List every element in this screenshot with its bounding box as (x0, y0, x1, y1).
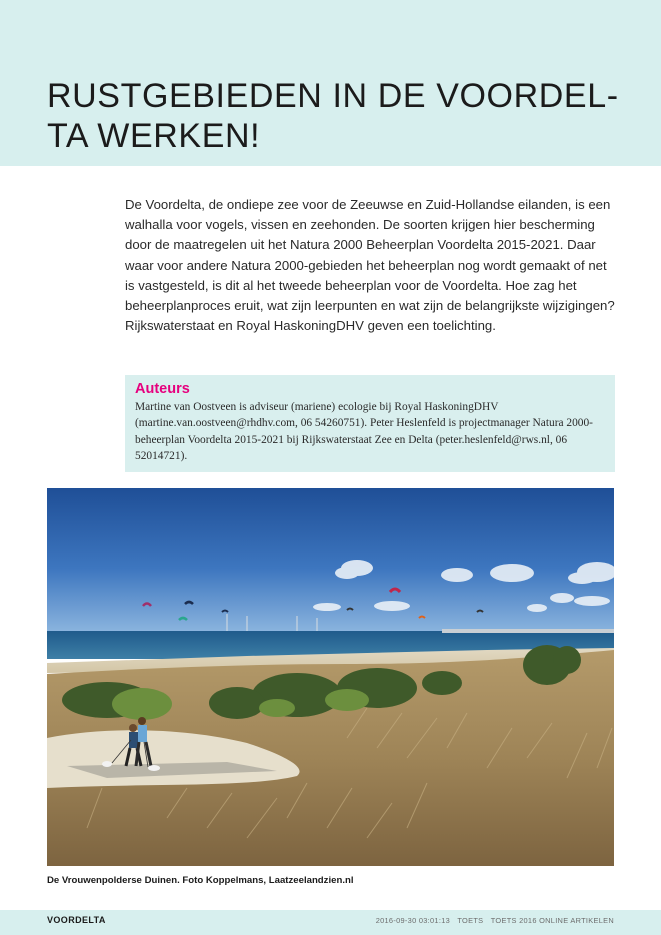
footer-section-label: VOORDELTA (47, 915, 106, 925)
page-title: RUSTGEBIEDEN IN DE VOORDEL- TA WERKEN! (47, 77, 619, 155)
authors-text: Martine van Oostveen is adviseur (mariene) ecologie bij Royal HaskoningDHV (martine.van.oostveen@rhdhv.com, 06 54260751). Peter Heslenfeld is projectmanager Natura 2000-beheerplan Voordelta 2015-2021 bij Rijkswaterstaat Zee en Delta (peter.heslenfeld@rws.nl, 06 52014721). (135, 401, 593, 462)
authors-box (125, 375, 615, 472)
footer-publication: TOETS 2016 ONLINE ARTIKELEN (490, 916, 614, 925)
footer-meta (371, 916, 614, 925)
intro-paragraph: De Voordelta, de ondiepe zee voor de Zeeuwse en Zuid-Hollandse eilanden, is een walhalla voor vogels, vissen en zeehonden. De soorten krijgen hier bescherming door de maatregelen uit het Natura 2000 Beheerplan Voordelta 2015-2021. Daar waar voor andere Natura 2000-gebieden het beheerplan nog wordt gemaakt of net is vastgesteld, is dit al het tweede beheerplan voor de Voordelta. Hoe zag het beheerplanproces eruit, wat zijn leerpunten en wat zijn de belangrijkste wijzigingen? Rijkswaterstaat en Royal HaskoningDHV geven een toelichting. (125, 197, 615, 334)
footer-tag: TOETS (457, 916, 484, 925)
footer-timestamp: 2016-09-30 03:01:13 (375, 916, 451, 925)
authors-heading: Auteurs (135, 381, 190, 397)
photo-caption: De Vrouwenpolderse Duinen. Foto Koppelmans, Laatzeelandzien.nl (47, 875, 354, 886)
dune-landscape-photo (47, 488, 614, 866)
